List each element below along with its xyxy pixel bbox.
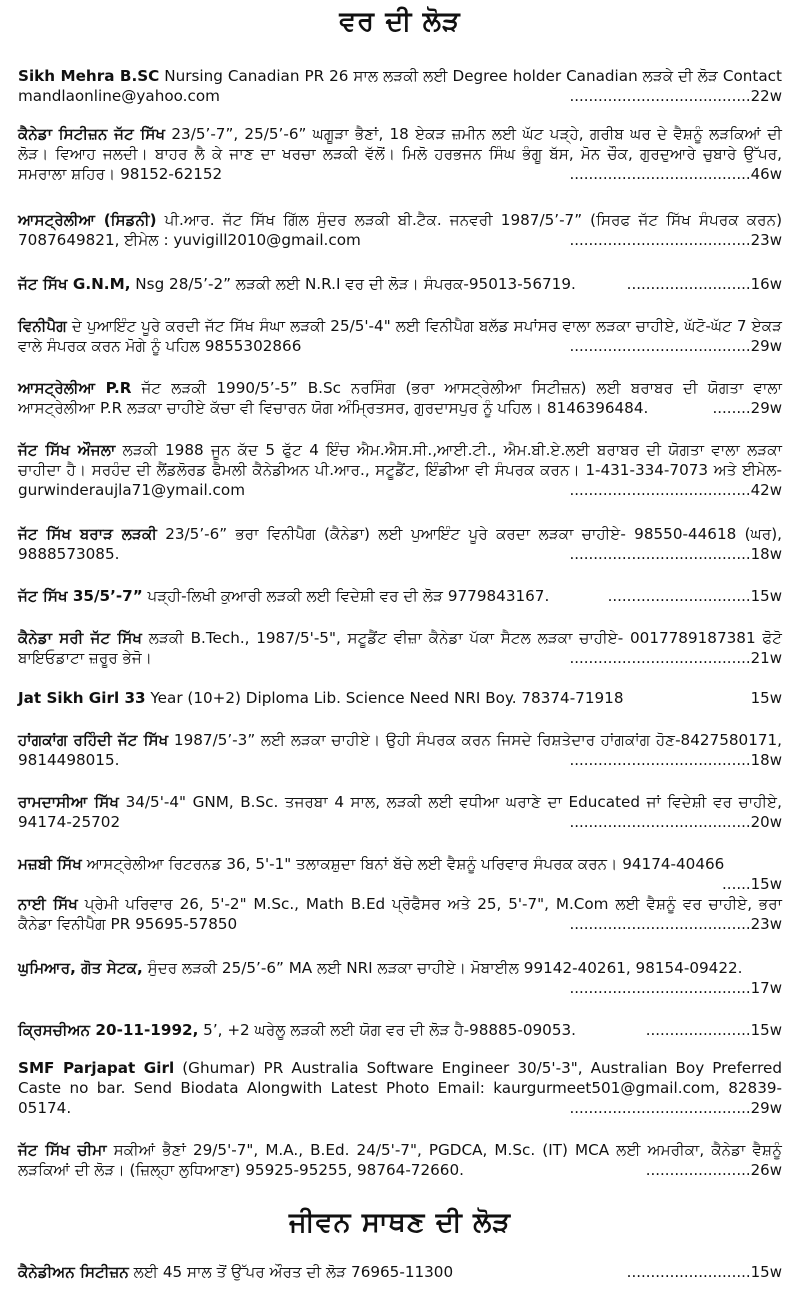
ad-body: Year (10+2) Diploma Lib. Science Need NRI Boy. 78374-71918 — [145, 689, 624, 707]
ad-reference: ......................................22w — [569, 87, 782, 105]
ad-body: 23/5’-6” ਭਰਾ ਵਿਨੀਪੈਗ (ਕੈਨੇਡਾ) ਲਈ ਪੁਆਇੰਟ ਪੂਰੇ ਕਰਦਾ ਲੜਕਾ ਚਾਹੀਏ- 98550-44618 (ਘਰ), 9888573085. — [18, 525, 782, 563]
ad-reference: ......................................23w — [569, 231, 782, 249]
ad-body: ਲਈ 45 ਸਾਲ ਤੋਂ ਉੱਪਰ ਔਰਤ ਦੀ ਲੋੜ 76965-11300 — [128, 1263, 454, 1281]
ad-heading: ਮਜ਼ਬੀ ਸਿੱਖ — [18, 855, 82, 873]
ad-reference: ......................................20w — [569, 813, 782, 831]
ad-body: 23/5’-7”, 25/5’-6” ਘਗੂੜਾ ਭੈਣਾਂ, 18 ਏਕੜ ਜ਼ਮੀਨ ਲਈ ਘੱਟ ਪੜ੍ਹੇ, ਗਰੀਬ ਘਰ ਦੇ ਵੈਸ਼ਨੂੰ ਲੜਕਿਆਂ ਦੀ ਲੋੜ। ਵਿਆਹ ਜਲਦੀ। ਬਾਹਰ ਲੈ ਕੇ ਜਾਣ ਦਾ ਖਰਚਾ ਲੜਕੀ ਵੱਲੋਂ। ਮਿਲੋ ਹਰਭਜਨ ਸਿੰਘ ਭੰਗੂ ਬੱਸ, ਮੋਨ ਚੌਕ, ਗੁਰਦੁਆਰੇ ਚੁਬਾਰੇ ਉੱਪਰ, ਸਮਰਾਲਾ ਸ਼ਹਿਰ। 98152-62152 — [18, 125, 782, 183]
ad-body: ਸਕੀਆਂ ਭੈਣਾਂ 29/5'-7", M.A., B.Ed. 24/5'-7", PGDCA, M.Sc. (IT) MCA ਲਈ ਅਮਰੀਕਾ, ਕੈਨੇਡਾ ਵੈਸ਼ਨੂੰ ਲੜਕਿਆਂ ਦੀ ਲੋੜ। (ਜ਼ਿਲ੍ਹਾ ਲੁਧਿਆਣਾ) 95925-95255, 98764-72660. — [18, 1141, 782, 1179]
ad-reference: ......................26w — [645, 1161, 782, 1179]
classified-ad — [18, 688, 782, 708]
ad-reference: ......................................18w — [569, 751, 782, 769]
ad-body: (Ghumar) PR Australia Software Engineer 30/5'-3", Australian Boy Preferred Caste no bar. Send Biodata Alongwith Latest Photo Email: kaurgurmeet501@gmail.com, 82839-05174. — [18, 1059, 783, 1117]
ad-reference: 15w — [750, 689, 782, 707]
classified-ad — [18, 1020, 782, 1040]
classified-ad — [18, 274, 782, 294]
ad-reference: ......15w — [722, 875, 782, 893]
ad-heading: ਹਾਂਗਕਾਂਗ ਰਹਿੰਦੀ ਜੱਟ ਸਿੱਖ — [18, 731, 169, 749]
ad-reference: ......................................17w — [569, 979, 782, 997]
ad-body: ਸੁੰਦਰ ਲੜਕੀ 25/5’-6” MA ਲਈ NRI ਲੜਕਾ ਚਾਹੀਏ। ਮੋਬਾਈਲ 99142-40261, 98154-09422. — [142, 959, 743, 977]
classified-ad — [18, 730, 782, 770]
ad-heading: ਕੈਨੇਡਾ ਸਿਟੀਜ਼ਨ ਜੱਟ ਸਿੱਖ — [18, 125, 166, 143]
classified-ad — [18, 440, 782, 500]
classified-ad — [18, 378, 782, 418]
ad-heading: ਨਾਈ ਸਿੱਖ — [18, 895, 78, 913]
ad-reference: ........29w — [712, 399, 782, 417]
ad-heading: ਆਸਟ੍ਰੇਲੀਆ P.R — [18, 379, 132, 397]
ad-reference: ......................................29w — [569, 1099, 782, 1117]
classified-ad — [18, 1058, 782, 1118]
classified-ad — [18, 958, 782, 998]
ad-heading: ਜੱਟ ਸਿੱਖ G.N.M, — [18, 275, 131, 293]
ad-heading: ਜੱਟ ਸਿੱਖ ਚੀਮਾ — [18, 1141, 107, 1159]
ad-reference: ......................15w — [645, 1021, 782, 1039]
ad-heading: ਆਸਟ੍ਰੇਲੀਆ (ਸਿਡਨੀ) — [18, 211, 157, 229]
ad-reference: ..........................15w — [626, 1263, 782, 1281]
section-title-jeevan-sathan-di-lorh: ਜੀਵਨ ਸਾਥਣ ਦੀ ਲੋੜ — [288, 1207, 512, 1238]
section-title-var-di-lorh: ਵਰ ਦੀ ਲੋੜ — [339, 6, 461, 37]
ad-reference: ..........................16w — [626, 275, 782, 293]
ad-heading: ਜੱਟ ਸਿੱਖ ਬਰਾੜ ਲੜਕੀ — [18, 525, 157, 543]
ad-body: ਲੜਕੀ 1988 ਜੂਨ ਕੱਦ 5 ਫੁੱਟ 4 ਇੰਚ ਐਮ.ਐਸ.ਸੀ.,ਆਈ.ਟੀ., ਐਮ.ਬੀ.ਏ.ਲਈ ਬਰਾਬਰ ਦੀ ਯੋਗਤਾ ਵਾਲਾ ਲੜਕਾ ਚਾਹੀਦਾ ਹੈ। ਸਰਹੰਦ ਦੀ ਲੈਂਡਲੋਰਡ ਫੈਮਲੀ ਕੈਨੇਡੀਅਨ ਪੀ.ਆਰ., ਸਟੂਡੈਂਟ, ਇੰਡੀਆ ਵੀ ਸੰਪਰਕ ਕਰਨ। 1-431-334-7073 ਅਤੇ ਈਮੇਲ- gurwinderaujla71@ymail.com — [18, 441, 783, 499]
ad-heading: ਜੱਟ ਸਿੱਖ ਔਜਲਾ — [18, 441, 116, 459]
classified-ad — [18, 894, 782, 934]
ad-reference: ......................................18w — [569, 545, 782, 563]
ad-reference: ......................................42w — [569, 481, 782, 499]
classified-ad — [18, 66, 782, 106]
ad-heading: ਘੁਮਿਆਰ, ਗੋਤ ਸੇਟਕ, — [18, 959, 143, 977]
ad-body: 34/5'-4" GNM, B.Sc. ਤਜਰਬਾ 4 ਸਾਲ, ਲੜਕੀ ਲਈ ਵਧੀਆ ਘਰਾਣੇ ਦਾ Educated ਜਾਂ ਵਿਦੇਸ਼ੀ ਵਰ ਚਾਹੀਏ, 94174-25702 — [18, 793, 782, 831]
classified-ad — [18, 210, 782, 250]
ad-reference: ......................................21w — [569, 649, 782, 667]
ad-body: ਪੜ੍ਹੀ-ਲਿਖੀ ਕੁਆਰੀ ਲੜਕੀ ਲਈ ਵਿਦੇਸ਼ੀ ਵਰ ਦੀ ਲੋੜ 9779843167. — [142, 587, 550, 605]
ad-reference: ..............................15w — [607, 587, 782, 605]
ad-body: 5’, +2 ਘਰੇਲੂ ਲੜਕੀ ਲਈ ਯੋਗ ਵਰ ਦੀ ਲੋੜ ਹੈ-98885-09053. — [198, 1021, 576, 1039]
ad-reference: ......................................23w — [569, 915, 782, 933]
ad-heading: ਕੈਨੇਡਾ ਸਰੀ ਜੱਟ ਸਿੱਖ — [18, 629, 143, 647]
ad-body: Nursing Canadian PR 26 ਸਾਲ ਲੜਕੀ ਲਈ Degree holder Canadian ਲੜਕੇ ਦੀ ਲੋੜ Contact mandlaonline@yahoo.com — [18, 67, 782, 105]
ad-heading: ਰਾਮਦਾਸੀਆ ਸਿੱਖ — [18, 793, 120, 811]
ad-reference: ......................................29w — [569, 337, 782, 355]
classified-ad — [18, 1262, 782, 1282]
classified-ad — [18, 628, 782, 668]
ad-body: 1987/5’-3” ਲਈ ਲੜਕਾ ਚਾਹੀਏ। ਉਹੀ ਸੰਪਰਕ ਕਰਨ ਜਿਸਦੇ ਰਿਸ਼ਤੇਦਾਰ ਹਾਂਗਕਾਂਗ ਹੋਣ-8427580171, 9814498015. — [18, 731, 783, 769]
ad-heading: ਵਿਨੀਪੈਗ — [18, 317, 67, 335]
ad-body: ਲੜਕੀ B.Tech., 1987/5'-5", ਸਟੂਡੈਂਟ ਵੀਜ਼ਾ ਕੈਨੇਡਾ ਪੱਕਾ ਸੈਟਲ ਲੜਕਾ ਚਾਹੀਏ- 0017789187381 ਫੋਟੋ ਬਾਇਓਡਾਟਾ ਜ਼ਰੂਰ ਭੇਜੋ। — [18, 629, 782, 667]
ad-heading: ਕੈਨੇਡੀਅਨ ਸਿਟੀਜ਼ਨ — [18, 1263, 129, 1281]
ad-body: ਪ੍ਰੇਮੀ ਪਰਿਵਾਰ 26, 5'-2" M.Sc., Math B.Ed ਪ੍ਰੋਫੈਸਰ ਅਤੇ 25, 5'-7", M.Com ਲਈ ਵੈਸ਼ਨੂੰ ਵਰ ਚਾਹੀਏ, ਭਰਾ ਕੈਨੇਡਾ ਵਿਨੀਪੈਗ PR 95695-57850 — [18, 895, 783, 933]
ad-reference: ......................................46w — [569, 165, 782, 183]
ad-body: ਪੀ.ਆਰ. ਜੱਟ ਸਿੱਖ ਗਿੱਲ ਸੁੰਦਰ ਲੜਕੀ ਬੀ.ਟੈਕ. ਜਨਵਰੀ 1987/5’-7” (ਸਿਰਫ ਜੱਟ ਸਿੱਖ ਸੰਪਰਕ ਕਰਨ) 7087649821, ਈਮੇਲ : yuvigill2010@gmail.com — [18, 211, 783, 249]
ad-body: Nsg 28/5’-2” ਲੜਕੀ ਲਈ N.R.I ਵਰ ਦੀ ਲੋੜ। ਸੰਪਰਕ-95013-56719. — [130, 275, 576, 293]
ad-heading: Sikh Mehra B.SC — [18, 67, 160, 85]
ad-body: ਆਸਟ੍ਰੇਲੀਆ ਰਿਟਰਨਡ 36, 5'-1" ਤਲਾਕਸ਼ੁਦਾ ਬਿਨਾਂ ਬੱਚੇ ਲਈ ਵੈਸ਼ਨੂੰ ਪਰਿਵਾਰ ਸੰਪਰਕ ਕਰਨ। 94174-40466 — [81, 855, 725, 873]
classified-ad — [18, 854, 782, 894]
classified-ad — [18, 316, 782, 356]
classified-ad — [18, 524, 782, 564]
ad-heading: SMF Parjapat Girl — [18, 1059, 175, 1077]
ad-body: ਦੇ ਪੁਆਇੰਟ ਪੂਰੇ ਕਰਦੀ ਜੱਟ ਸਿੱਖ ਸੰਘਾ ਲੜਕੀ 25/5'-4" ਲਈ ਵਿਨੀਪੈਗ ਬਲੱਡ ਸਪਾਂਸਰ ਵਾਲਾ ਲੜਕਾ ਚਾਹੀਏ, ਘੱਟੋ-ਘੱਟ 7 ਏਕੜ ਵਾਲੇ ਸੰਪਰਕ ਕਰਨ ਮੋਗੇ ਨੂੰ ਪਹਿਲ 9855302866 — [18, 317, 782, 355]
ad-heading: ਕ੍ਰਿਸਚੀਅਨ 20-11-1992, — [18, 1021, 199, 1039]
ad-body: ਜੱਟ ਲੜਕੀ 1990/5’-5” B.Sc ਨਰਸਿੰਗ (ਭਰਾ ਆਸਟ੍ਰੇਲੀਆ ਸਿਟੀਜ਼ਨ) ਲਈ ਬਰਾਬਰ ਦੀ ਯੋਗਤਾ ਵਾਲਾ ਆਸਟ੍ਰੇਲੀਆ P.R ਲੜਕਾ ਚਾਹੀਏ ਕੱਚਾ ਵੀ ਵਿਚਾਰਨ ਯੋਗ ਅੰਮ੍ਰਿਤਸਰ, ਗੁਰਦਾਸਪੁਰ ਨੂੰ ਪਹਿਲ। 8146396484. — [18, 379, 782, 417]
ad-heading: Jat Sikh Girl 33 — [18, 689, 146, 707]
ad-heading: ਜੱਟ ਸਿੱਖ 35/5’-7” — [18, 587, 143, 605]
classified-ad — [18, 586, 782, 606]
classified-ad — [18, 124, 782, 184]
classified-ad — [18, 1140, 782, 1180]
classified-ad — [18, 792, 782, 832]
